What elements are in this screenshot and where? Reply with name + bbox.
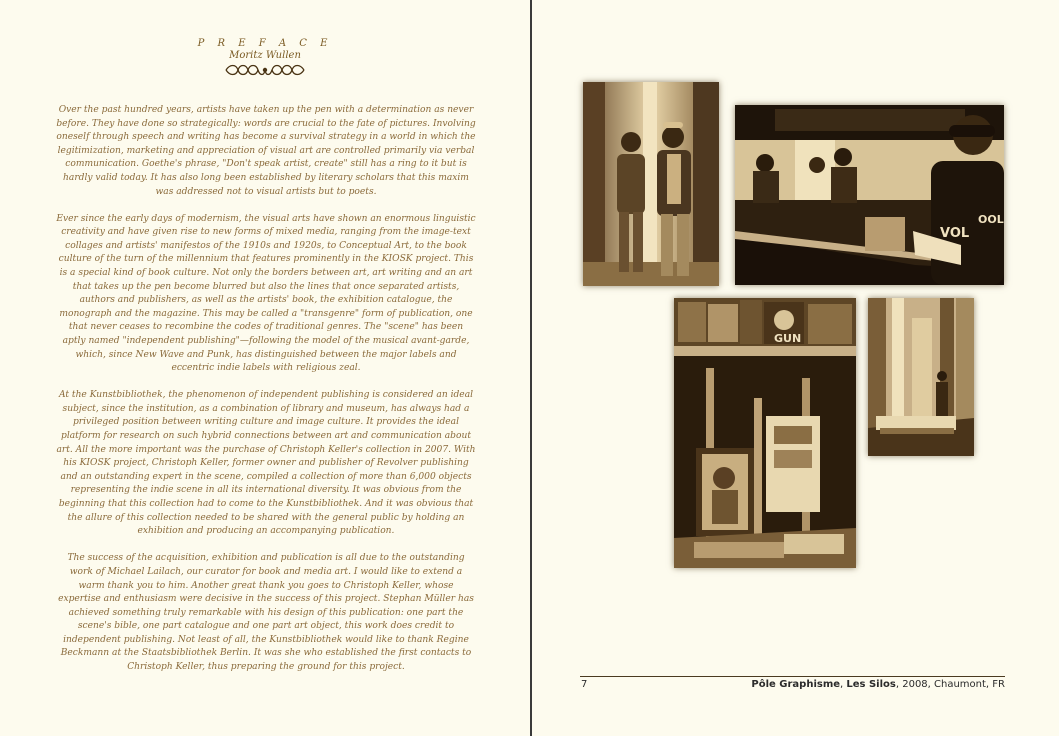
paragraph: At the Kunstbibliothek, the phenomenon of independent publishing is considered an ideal subject, since the institution, as a combination of library and museum, has always had a privileged position between writing culture and image culture. It provides the ideal platform for research on such hybrid connections between art and communication about art. All the more important was the purchase of Christoph Keller's collection in 2007. With his KIOSK project, Christoph Keller, former owner and publisher of Revolver publishing and an outstanding expert in the scene, compiled a collection of more than 6,000 objects representing the indie scene in all its international diversity. It was obvious from the beginning that this collection had to come to the Kunstbibliothek. And it was obvious that the allure of this collection needed to be shared with the general public by holding an exhibition and producing an accompanying publication. bbox=[56, 390, 476, 537]
preface-header bbox=[0, 38, 530, 77]
credit-place: Les Silos bbox=[846, 679, 896, 690]
paragraph: Ever since the early days of modernism, the visual arts have shown an enormous linguistic creativity and have given rise to new forms of mixed media, ranging from the image-text collages and artists' manifestos of the 1910s and 1920s, to Conceptual Art, to the book culture of the turn of the millennium that features prominently in the KIOSK project. This is a special kind of book culture. Not only the borders between art, art writing and an art that takes up the pen become blurred but also the lines that once separated artists, authors and publishers, as well as the artists' book, the exhibition catalogue, the monograph and the magazine. This may be called a "transgenre" form of publication, one that never ceases to recombine the codes of traditional genres. The "scene" has been aptly named "independent publishing"—following the model of the musical avant-garde, which, since New Wave and Punk, has distinguished between the major labels and eccentric indie labels with religious zeal. bbox=[56, 213, 476, 374]
credit-separator: , bbox=[840, 679, 847, 690]
footer-rule bbox=[580, 676, 1005, 677]
photo-man-reading bbox=[735, 105, 1004, 285]
photo-bookshelf bbox=[674, 298, 856, 568]
photo-credit bbox=[751, 679, 1005, 690]
credit-venue: Pôle Graphisme bbox=[751, 679, 841, 690]
paragraph: Over the past hundred years, artists have taken up the pen with a determination as never before. They have done so strategically: words are crucial to the fate of pictures. Involving oneself through speech and writing has become a survival strategy in a world in which the legitimization, marketing and appreciation of visual art are controlled primarily via verbal communication. Goethe's phrase, "Don't speak artist, create" still has a ring to it but is hardly valid today. It has also long been established by literary scholars that this maxim was addressed not to visual artists but to poets. bbox=[56, 105, 476, 197]
preface-body bbox=[56, 104, 476, 688]
preface-title: P R E F A C E bbox=[197, 38, 333, 49]
svg-text:GUN: GUN bbox=[774, 332, 802, 345]
svg-text:OOL: OOL bbox=[978, 213, 1004, 226]
photo-interior bbox=[868, 298, 974, 456]
svg-text:VOL: VOL bbox=[940, 226, 970, 241]
paragraph: The success of the acquisition, exhibition and publication is all due to the outstanding work of Michael Lailach, our curator for book and media art. I would like to extend a warm thank you to him. Another great thank you goes to Christoph Keller, whose expertise and enthusiasm were decisive in the success of this project. Stephan Müller has achieved something truly remarkable with his design of this publication: one part the scene's bible, one part catalogue and one part art object, this work does credit to independent publishing. Not least of all, the Kunstbibliothek would like to thank Regine Beckmann at the Staatsbibliothek Berlin. It was she who established the first contacts to Christoph Keller, thus preparing the ground for this project. bbox=[58, 553, 474, 673]
preface-author: Moritz Wullen bbox=[229, 50, 301, 61]
ornament-icon bbox=[222, 63, 308, 77]
credit-details: , 2008, Chaumont, FR bbox=[895, 679, 1005, 690]
page-number: 7 bbox=[581, 679, 588, 690]
photo-two-men bbox=[583, 82, 719, 286]
